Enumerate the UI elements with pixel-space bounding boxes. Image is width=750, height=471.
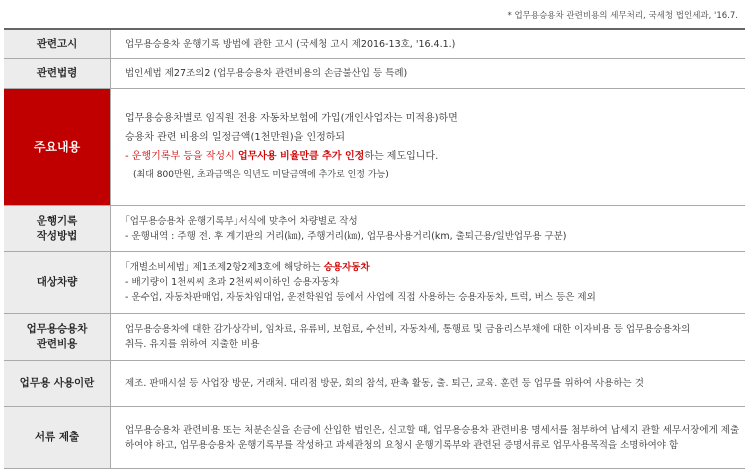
row-content-target (111, 252, 746, 314)
row-label-documents: 서류 제출 (4, 407, 111, 469)
row-label-usage: 업무용 사용이란 (4, 361, 111, 407)
row-content-logbook (111, 206, 746, 252)
main-line-4: (최대 800만원, 초과금액은 익년도 미달금액에 추가로 인정 가능) (133, 170, 389, 180)
row-content-documents (111, 407, 746, 469)
table-row-documents (4, 407, 745, 469)
target-line-1-prefix: ｢개별소비세법｣ 제1조제2항2제3호에 해당하는 (125, 262, 324, 273)
table-row-target (4, 252, 745, 314)
source-note: * 업무용승용차 관련비용의 세무처리, 국세청 법인세과, '16.7. (507, 11, 738, 21)
table-row-usage (4, 361, 745, 407)
cost-label-2: 관련비용 (36, 338, 78, 350)
notice-text: 업무용승용차 운행기록 방법에 관한 고시 (국세청 고시 제2016-13호, '16.4.1.) (125, 38, 456, 50)
logbook-line-1: ｢업무용승용차 운행기록부｣서식에 맞추어 차량별로 작성 (125, 215, 358, 227)
cost-label-1: 업무용승용차 (26, 323, 88, 335)
main-line-2: 승용차 관련 비용의 일정금액(1천만원)을 인정하되 (125, 132, 346, 143)
target-line-1-emphasis: 승용자동차 (323, 262, 370, 273)
row-label-cost (4, 314, 111, 361)
main-line-3-suffix: 하는 제도입니다. (364, 151, 439, 162)
row-label-target: 대상차량 (4, 252, 111, 314)
usage-text: 제조. 판매시설 등 사업장 방문, 거래처. 대리점 방문, 회의 참석, 판촉 활동, 출. 퇴근, 교육. 훈련 등 업무를 위하여 사용하는 것 (125, 378, 644, 389)
target-line-1 (125, 260, 745, 275)
row-label-law: 관련법령 (4, 59, 111, 89)
row-label-main: 주요내용 (4, 89, 111, 206)
table-row-cost (4, 314, 745, 361)
row-content-law (111, 59, 746, 89)
table-row-law (4, 59, 745, 89)
info-table (4, 28, 745, 469)
law-text: 법인세법 제27조의2 (업무용승용차 관련비용의 손금불산입 등 특례) (125, 68, 408, 79)
row-label-notice: 관련고시 (4, 29, 111, 59)
row-content-notice (111, 29, 746, 59)
table-row-notice (4, 29, 745, 59)
table-row-logbook (4, 206, 745, 252)
logbook-line-2: - 운행내역 : 주행 전. 후 계기판의 거리(㎞), 주행거리(㎞), 업무용사용거리(km, 출퇴근용/일반업무용 구분) (125, 230, 567, 242)
cost-line-2: 취득. 유지를 위하여 지출한 비용 (125, 339, 260, 350)
main-line-3-emphasis: 업무사용 비율만큼 추가 인정 (237, 151, 365, 162)
row-label-logbook (4, 206, 111, 252)
row-content-usage (111, 361, 746, 407)
target-line-3: - 운수업, 자동차판매업, 자동차임대업, 운전학원업 등에서 사업에 직접 사용하는 승용자동차, 트럭, 버스 등은 제외 (125, 292, 596, 303)
cost-line-1: 업무용승용차에 대한 감가상각비, 임차료, 유류비, 보험료, 수선비, 자동차세, 통행료 및 금융리스부채에 대한 이자비용 등 업무용승용차의 (125, 324, 691, 335)
documents-text: 업무용승용차 관련비용 또는 처분손실을 손금에 산입한 법인은, 신고할 때, 업무용승용차 관련비용 명세서를 첨부하여 납세지 관할 세무서장에게 제출하여야 하고, 업무용승용차 운행기록부를 작성하고 과세관청의 요청시 운행기록부와 관련된 증명서류로 업무사용목적을 소명하여야 함 (125, 424, 740, 451)
main-line-1: 업무용승용차별로 임직원 전용 자동차보험에 가입(개인사업자는 미적용)하면 (125, 113, 458, 124)
table-row-main (4, 89, 745, 206)
target-line-2: - 배기량이 1천씨씨 초과 2천씨씨이하인 승용자동차 (125, 277, 340, 288)
row-content-main (111, 89, 746, 206)
main-line-3 (125, 147, 745, 166)
row-content-cost (111, 314, 746, 361)
logbook-label-1: 운행기록 (36, 214, 78, 227)
main-line-3-prefix: - 운행기록부 등을 작성시 (125, 151, 238, 162)
logbook-label-2: 작성방법 (36, 229, 78, 242)
